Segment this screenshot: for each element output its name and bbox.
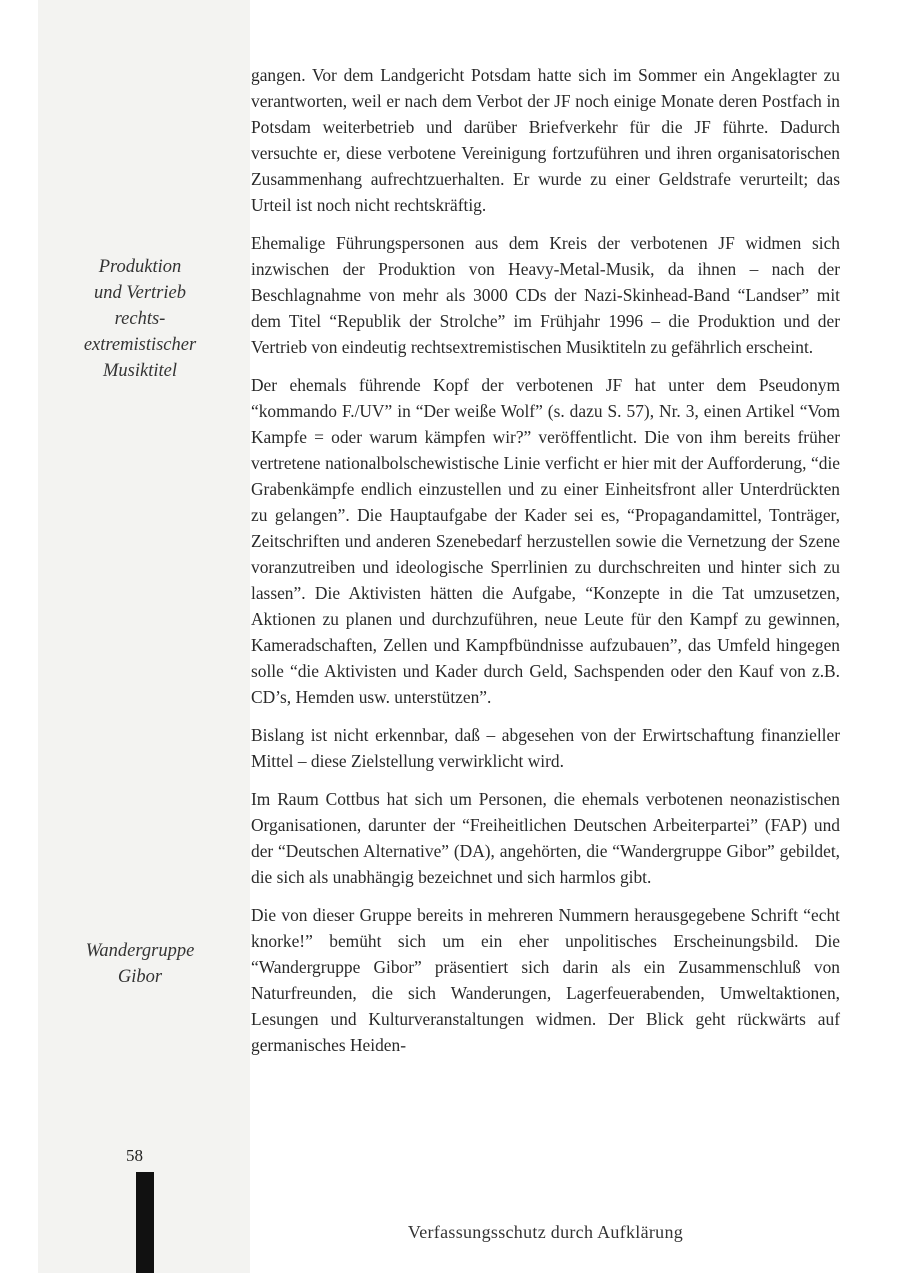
body-text	[251, 62, 840, 1070]
paragraph: Die von dieser Gruppe bereits in mehreren Nummern herausgegebene Schrift “echt knorke!” bemüht sich um ein eher unpolitisches Erscheinungsbild. Die “Wandergruppe Gibor” präsentiert sich darin als ein Zusammenschluß von Naturfreunden, die sich Wanderungen, Lagerfeuerabenden, Umweltaktionen, Lesungen und Kulturveranstaltungen widmen. Der Blick geht rückwärts auf germanisches Heiden-	[251, 905, 840, 1055]
side-heading-line: und Vertrieb	[94, 283, 186, 303]
paragraph: Bislang ist nicht erkennbar, daß – abgesehen von der Erwirtschaftung finanzieller Mittel – diese Zielstellung verwirklicht wird.	[251, 725, 840, 771]
side-heading-wandergruppe	[60, 938, 220, 990]
side-heading-line: extremistischer	[83, 335, 197, 355]
page-footer: Verfassungsschutz durch Aufklärung	[407, 1222, 684, 1242]
paragraph: gangen. Vor dem Landgericht Potsdam hatte sich im Sommer ein Angeklagter zu verantworten, weil er nach dem Verbot der JF noch einige Monate deren Postfach in Potsdam weiterbetrieb und darüber Briefverkehr für die JF führte. Dadurch versuchte er, diese verbotene Vereinigung fortzuführen und ihren organisatorischen Zusammenhang aufrechtzuerhalten. Er wurde zu einer Geldstrafe verurteilt; das Urteil ist noch nicht rechtskräftig.	[251, 65, 840, 215]
side-heading-line: Produktion	[98, 257, 182, 277]
side-heading-line: Wandergruppe	[85, 941, 195, 961]
paragraph: Ehemalige Führungspersonen aus dem Kreis der verbotenen JF widmen sich inzwischen der Produktion von Heavy-Metal-Musik, da ihnen – nach der Beschlagnahme von mehr als 3000 CDs der Nazi-Skinhead-Band “Landser” mit dem Titel “Republik der Strolche” im Frühjahr 1996 – die Produktion und der Vertrieb von eindeutig rechtsextremistischen Musiktiteln zu gefährlich erscheint.	[251, 233, 840, 357]
page-number: 58	[126, 1146, 143, 1165]
side-heading-line: Gibor	[117, 967, 163, 987]
side-heading-line: rechts-	[114, 309, 166, 329]
side-heading-line: Musiktitel	[103, 361, 177, 381]
margin-column	[38, 0, 250, 1273]
thumb-index-bar	[136, 1172, 154, 1273]
side-heading-production	[60, 254, 220, 384]
paragraph: Im Raum Cottbus hat sich um Personen, die ehemals verbotenen neonazistischen Organisationen, darunter der “Freiheitlichen Deutschen Arbeiterpartei” (FAP) und der “Deutschen Alternative” (DA), angehörten, die “Wandergruppe Gibor” gebildet, die sich als unabhängig bezeichnet und sich harmlos gibt.	[251, 789, 840, 887]
paragraph: Der ehemals führende Kopf der verbotenen JF hat unter dem Pseudonym “kommando F./UV” in “Der weiße Wolf” (s. dazu S. 57), Nr. 3, einen Artikel “Vom Kampfe = oder warum kämpfen wir?” veröffentlicht. Die von ihm bereits früher vertretene nationalbolschewistische Linie verficht er hier mit der Aufforderung, “die Grabenkämpfe endlich einzustellen und zu einer Einheitsfront aller Unterdrückten zu gelangen”. Die Hauptaufgabe der Kader sei es, “Propagandamittel, Tonträger, Zeitschriften und anderen Szenebedarf herzustellen sowie die Vernetzung der Szene voranzutreiben und ideologische Sperrlinien zu durchschreiten und hinter sich zu lassen”. Die Aktivisten hätten die Aufgabe, “Konzepte in die Tat umzusetzen, Aktionen zu planen und durchzuführen, neue Leute für den Kampf zu gewinnen, Kameradschaften, Zellen und Kampfbündnisse aufzubauen”, das Umfeld hingegen solle “die Aktivisten und Kader durch Geld, Sachspenden oder den Kauf von z.B. CD’s, Hemden usw. unterstützen”.	[251, 375, 840, 707]
